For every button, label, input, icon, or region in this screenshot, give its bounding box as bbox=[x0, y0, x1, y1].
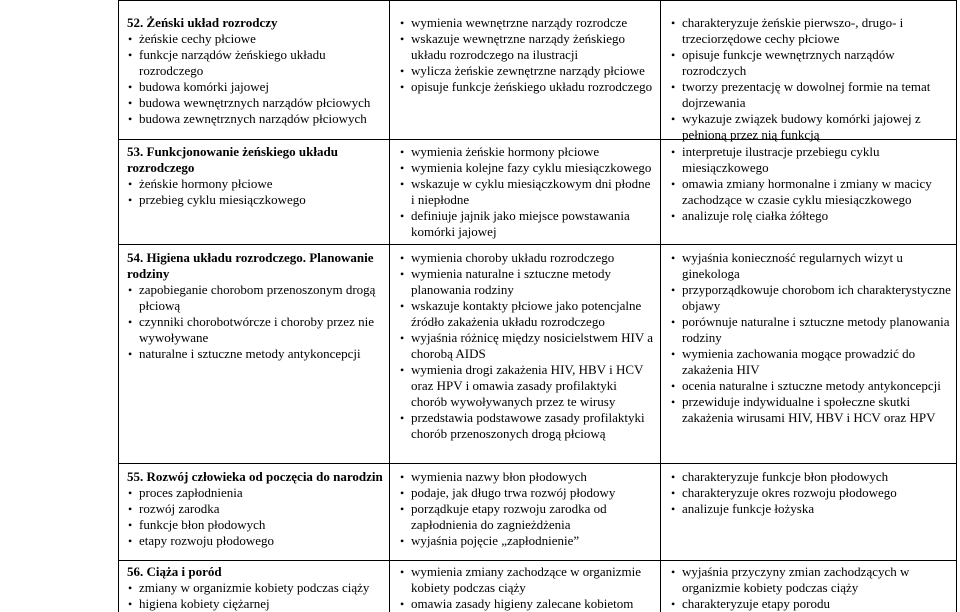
list-item: • wymienia naturalne i sztuczne metody planowania rodziny bbox=[394, 266, 656, 298]
list-item: • charakteryzuje funkcje błon płodowych bbox=[665, 469, 957, 485]
list-item: • budowa komórki jajowej bbox=[122, 79, 384, 95]
section-title: 55. Rozwój człowieka od poczęcia do narodzin bbox=[127, 469, 383, 484]
list-item: • proces zapłodnienia bbox=[122, 485, 384, 501]
list-item: • żeńskie cechy płciowe bbox=[122, 31, 384, 47]
list-item: • funkcje narządów żeńskiego układu rozrodczego bbox=[122, 47, 384, 79]
section-54-requirements bbox=[394, 250, 656, 442]
list-item: • wskazuje wewnętrzne narządy żeńskiego układu rozrodczego na ilustracji bbox=[394, 31, 656, 63]
section-54-extended bbox=[665, 250, 957, 426]
list-item: • interpretuje ilustracje przebiegu cyklu miesiączkowego bbox=[665, 144, 957, 176]
list-item: • budowa zewnętrznych narządów płciowych bbox=[122, 111, 384, 127]
section-55-extended bbox=[665, 469, 957, 517]
section-55 bbox=[122, 469, 384, 549]
section-title: 56. Ciąża i poród bbox=[127, 564, 222, 579]
section-52-extended bbox=[665, 15, 957, 143]
section-55-requirements bbox=[394, 469, 656, 549]
list-item: • definiuje jajnik jako miejsce powstawania komórki jajowej bbox=[394, 208, 656, 240]
list-item: • wyjaśnia pojęcie „zapłodnienie” bbox=[394, 533, 656, 549]
section-56-requirements bbox=[394, 564, 656, 612]
list-item: • analizuje funkcje łożyska bbox=[665, 501, 957, 517]
list-item: • zapobieganie chorobom przenoszonym drogą płciową bbox=[122, 282, 384, 314]
list-item: • przewiduje indywidualne i społeczne skutki zakażenia wirusami HIV, HBV i HCV oraz HPV bbox=[665, 394, 957, 426]
section-52-requirements bbox=[394, 15, 656, 95]
section-53-requirements bbox=[394, 144, 656, 240]
list-item: • żeńskie hormony płciowe bbox=[122, 176, 384, 192]
list-item: • tworzy prezentację w dowolnej formie na temat dojrzewania bbox=[665, 79, 957, 111]
list-item: • wymienia wewnętrzne narządy rozrodcze bbox=[394, 15, 656, 31]
list-item: • czynniki chorobotwórcze i choroby przez nie wywoływane bbox=[122, 314, 384, 346]
section-title: 52. Żeński układ rozrodczy bbox=[127, 15, 278, 30]
list-item: • wskazuje w cyklu miesiączkowym dni płodne i niepłodne bbox=[394, 176, 656, 208]
list-item: • omawia zmiany hormonalne i zmiany w macicy zachodzące w czasie cyklu miesiączkowego bbox=[665, 176, 957, 208]
list-item: • opisuje funkcje żeńskiego układu rozrodczego bbox=[394, 79, 656, 95]
list-item: • zmiany w organizmie kobiety podczas ciąży bbox=[122, 580, 384, 596]
list-item: • wymienia drogi zakażenia HIV, HBV i HCV oraz HPV i omawia zasady profilaktyki chorób wywoływanych przez te wirusy bbox=[394, 362, 656, 410]
list-item: • ocenia naturalne i sztuczne metody antykoncepcji bbox=[665, 378, 957, 394]
list-item: • wymienia nazwy błon płodowych bbox=[394, 469, 656, 485]
section-title: 53. Funkcjonowanie żeńskiego układu rozrodczego bbox=[127, 144, 338, 175]
section-52 bbox=[122, 15, 384, 127]
list-item: • przyporządkowuje chorobom ich charakterystyczne objawy bbox=[665, 282, 957, 314]
list-item: • wyjaśnia przyczyny zmian zachodzących w organizmie kobiety podczas ciąży bbox=[665, 564, 957, 596]
list-item: • wymienia choroby układu rozrodczego bbox=[394, 250, 656, 266]
section-53 bbox=[122, 144, 384, 208]
list-item: • budowa wewnętrznych narządów płciowych bbox=[122, 95, 384, 111]
section-54 bbox=[122, 250, 384, 362]
list-item: • wymienia zmiany zachodzące w organizmie kobiety podczas ciąży bbox=[394, 564, 656, 596]
list-item: • analizuje rolę ciałka żółtego bbox=[665, 208, 957, 224]
list-item: • porównuje naturalne i sztuczne metody planowania rodziny bbox=[665, 314, 957, 346]
list-item: • charakteryzuje żeńskie pierwszo-, drugo- i trzeciorzędowe cechy płciowe bbox=[665, 15, 957, 47]
list-item: • charakteryzuje okres rozwoju płodowego bbox=[665, 485, 957, 501]
list-item: • wymienia kolejne fazy cyklu miesiączkowego bbox=[394, 160, 656, 176]
list-item: • rozwój zarodka bbox=[122, 501, 384, 517]
list-item: • podaje, jak długo trwa rozwój płodowy bbox=[394, 485, 656, 501]
section-title: 54. Higiena układu rozrodczego. Planowanie rodziny bbox=[127, 250, 374, 281]
list-item: • wymienia zachowania mogące prowadzić do zakażenia HIV bbox=[665, 346, 957, 378]
section-56 bbox=[122, 564, 384, 612]
list-item: • przedstawia podstawowe zasady profilaktyki chorób przenoszonych drogą płciową bbox=[394, 410, 656, 442]
list-item: • wyjaśnia różnicę między nosicielstwem HIV a chorobą AIDS bbox=[394, 330, 656, 362]
list-item: • wskazuje kontakty płciowe jako potencjalne źródło zakażenia układu rozrodczego bbox=[394, 298, 656, 330]
list-item: • etapy rozwoju płodowego bbox=[122, 533, 384, 549]
list-item: • funkcje błon płodowych bbox=[122, 517, 384, 533]
list-item: • wymienia żeńskie hormony płciowe bbox=[394, 144, 656, 160]
list-item: • przebieg cyklu miesiączkowego bbox=[122, 192, 384, 208]
list-item: • porządkuje etapy rozwoju zarodka od zapłodnienia do zagnieżdżenia bbox=[394, 501, 656, 533]
list-item: • omawia zasady higieny zalecane kobietom bbox=[394, 596, 656, 612]
list-item: • charakteryzuje etapy porodu bbox=[665, 596, 957, 612]
list-item: • higiena kobiety ciężarnej bbox=[122, 596, 384, 612]
list-item: • wylicza żeńskie zewnętrzne narządy płciowe bbox=[394, 63, 656, 79]
list-item: • opisuje funkcje wewnętrznych narządów rozrodczych bbox=[665, 47, 957, 79]
list-item: • wykazuje związek budowy komórki jajowej z pełnioną przez nią funkcją bbox=[665, 111, 957, 143]
list-item: • naturalne i sztuczne metody antykoncepcji bbox=[122, 346, 384, 362]
section-56-extended bbox=[665, 564, 957, 612]
list-item: • wyjaśnia konieczność regularnych wizyt u ginekologa bbox=[665, 250, 957, 282]
section-53-extended bbox=[665, 144, 957, 224]
